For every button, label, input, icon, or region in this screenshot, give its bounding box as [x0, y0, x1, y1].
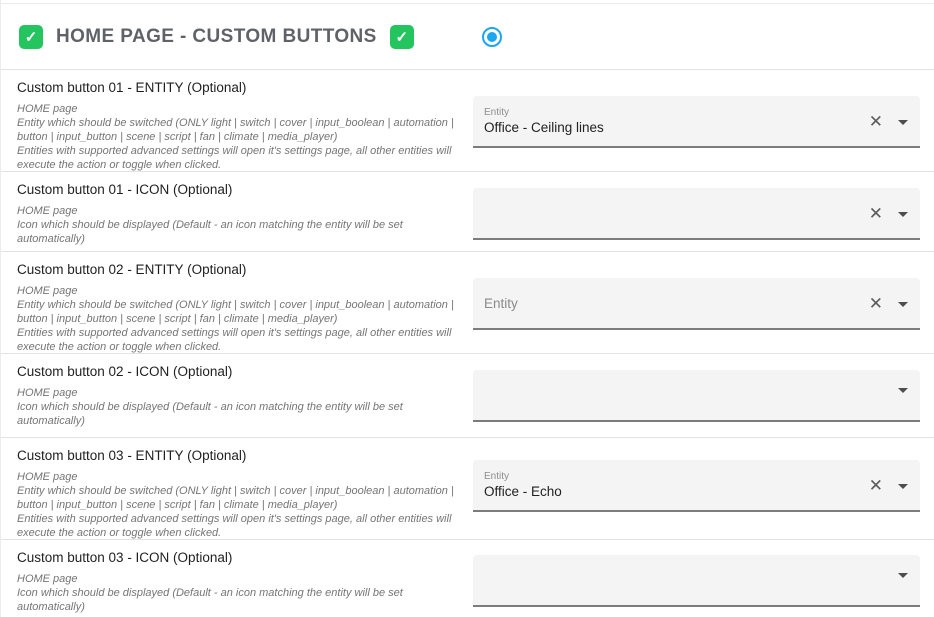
field-description: [1, 354, 473, 437]
help-line: Entity which should be switched (ONLY light | switch | cover | input_boolean | automation | button | input_button | scene | script | fan | climate | media_player): [17, 299, 454, 325]
entity-select-button-01[interactable]: [473, 96, 920, 148]
entity-select-button-02[interactable]: [473, 278, 920, 330]
field-help-text: [17, 284, 469, 353]
help-line: HOME page: [17, 205, 78, 217]
chevron-down-icon[interactable]: [898, 573, 908, 578]
field-help-text: [17, 386, 469, 428]
field-description: [1, 540, 473, 616]
field-title: Custom button 03 - ICON (Optional): [17, 550, 233, 565]
field-control: [473, 354, 934, 437]
chevron-down-icon[interactable]: [898, 388, 908, 393]
check-icon: ✓: [19, 25, 43, 49]
row-custom-button-01-icon: [1, 171, 934, 251]
check-icon: ✓: [390, 25, 414, 49]
field-title: Custom button 02 - ENTITY (Optional): [17, 262, 247, 277]
help-line: Icon which should be displayed (Default - an icon matching the entity will be set automatically): [17, 219, 403, 245]
select-label: Entity: [484, 471, 510, 482]
radio-dot: [487, 32, 497, 42]
field-description: [1, 252, 473, 353]
row-custom-button-03-entity: [1, 437, 934, 539]
help-line: Icon which should be displayed (Default - an icon matching the entity will be set automatically): [17, 587, 403, 613]
chevron-down-icon[interactable]: [898, 120, 908, 125]
select-text: [484, 107, 869, 135]
select-value: Office - Ceiling lines: [484, 120, 604, 135]
chevron-down-icon[interactable]: [898, 302, 908, 307]
field-title: Custom button 01 - ENTITY (Optional): [17, 80, 247, 95]
field-help-text: [17, 572, 469, 614]
field-control: [473, 70, 934, 171]
help-line: Icon which should be displayed (Default - an icon matching the entity will be set automatically): [17, 401, 403, 427]
field-description: [1, 70, 473, 171]
help-line: HOME page: [17, 103, 78, 115]
select-text: [484, 296, 869, 311]
help-line: HOME page: [17, 471, 78, 483]
field-control: [473, 438, 934, 539]
help-line: Entities with supported advanced settings will open it's settings page, all other entities will execute the action or toggle when clicked.: [17, 145, 452, 171]
row-custom-button-02-icon: [1, 353, 934, 437]
help-line: Entities with supported advanced settings will open it's settings page, all other entities will execute the action or toggle when clicked.: [17, 327, 452, 353]
field-help-text: [17, 470, 469, 539]
page-title: HOME PAGE - CUSTOM BUTTONS: [56, 25, 377, 47]
select-text: [484, 471, 869, 499]
icon-select-button-03[interactable]: [473, 555, 920, 607]
field-title: Custom button 02 - ICON (Optional): [17, 364, 233, 379]
help-line: HOME page: [17, 573, 78, 585]
clear-icon[interactable]: ✕: [868, 293, 883, 313]
selected-radio-button[interactable]: [482, 27, 502, 47]
row-custom-button-02-entity: [1, 251, 934, 353]
select-label: Entity: [484, 107, 510, 118]
chevron-down-icon[interactable]: [898, 484, 908, 489]
clear-icon[interactable]: ✕: [868, 111, 883, 131]
clear-icon[interactable]: ✕: [868, 475, 883, 495]
field-help-text: [17, 204, 469, 246]
row-custom-button-01-entity: [1, 69, 934, 171]
help-line: HOME page: [17, 285, 78, 297]
clear-icon[interactable]: ✕: [868, 203, 883, 223]
field-control: [473, 172, 934, 251]
icon-select-button-01[interactable]: [473, 188, 920, 240]
select-placeholder: Entity: [484, 295, 518, 311]
field-control: [473, 540, 934, 616]
entity-select-button-03[interactable]: [473, 460, 920, 512]
field-help-text: [17, 102, 469, 171]
help-line: HOME page: [17, 387, 78, 399]
field-description: [1, 438, 473, 539]
help-line: Entity which should be switched (ONLY light | switch | cover | input_boolean | automation | button | input_button | scene | script | fan | climate | media_player): [17, 485, 454, 511]
icon-select-button-02[interactable]: [473, 370, 920, 422]
help-line: Entities with supported advanced settings will open it's settings page, all other entities will execute the action or toggle when clicked.: [17, 513, 452, 539]
field-title: Custom button 03 - ENTITY (Optional): [17, 448, 247, 463]
chevron-down-icon[interactable]: [898, 212, 908, 217]
select-value: Office - Echo: [484, 484, 562, 499]
section-header: [1, 4, 934, 69]
help-line: Entity which should be switched (ONLY light | switch | cover | input_boolean | automation | button | input_button | scene | script | fan | climate | media_player): [17, 117, 454, 143]
field-description: [1, 172, 473, 251]
field-title: Custom button 01 - ICON (Optional): [17, 182, 233, 197]
field-control: [473, 252, 934, 353]
row-custom-button-03-icon: [1, 539, 934, 616]
